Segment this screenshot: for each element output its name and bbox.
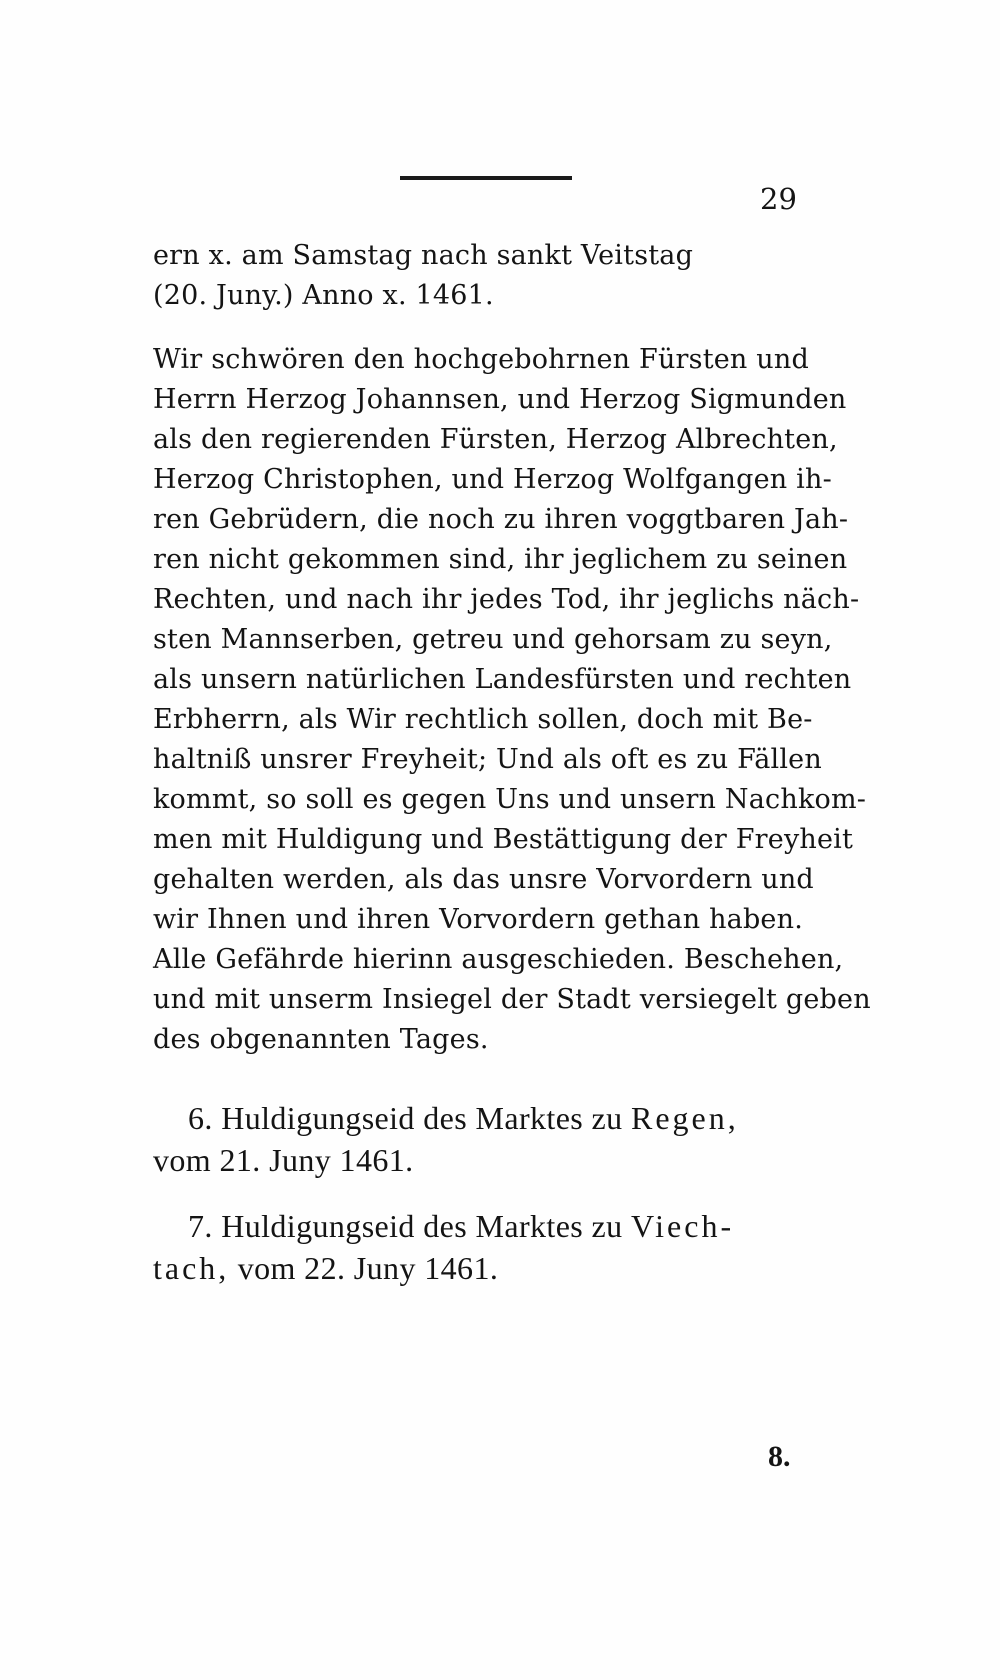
catchword: 8. [768,1440,791,1473]
heading-text: 7. Huldigungseid des Marktes zu [188,1208,631,1244]
section-heading-6 [188,1100,739,1137]
text-line: (20. Juny.) Anno x. 1461. [153,280,494,311]
text-line: ern x. am Samstag nach sankt Veitstag [153,240,694,271]
text-line: als den regierenden Fürsten, Herzog Albrechten, [153,424,838,455]
text-line: sten Mannserben, getreu und gehorsam zu seyn, [153,624,833,655]
text-line: wir Ihnen und ihren Vorvordern gethan haben. [153,904,803,935]
text-line: des obgenannten Tages. [153,1024,489,1055]
text-line: men mit Huldigung und Bestättigung der Freyheit [153,824,854,855]
heading-text: 6. Huldigungseid des Marktes zu [188,1100,631,1136]
text-line: Herzog Christophen, und Herzog Wolfgangen ih- [153,464,832,495]
heading-text: vom 22. Juny 1461. [229,1250,499,1286]
heading-spaced-word: Regen, [630,1100,739,1136]
section-heading-6-cont: vom 21. Juny 1461. [153,1142,414,1178]
heading-spaced-word: Viech- [630,1208,735,1244]
text-line: Wir schwören den hochgebohrnen Fürsten und [153,344,809,375]
text-line: Alle Gefährde hierinn ausgeschieden. Beschehen, [153,944,844,975]
text-line: ren Gebrüdern, die noch zu ihren voggtbaren Jah- [153,504,849,535]
text-line: gehalten werden, als das unsre Vorvordern und [153,864,814,895]
header-rule [400,176,572,180]
text-line: als unsern natürlichen Landesfürsten und rechten [153,664,852,695]
page-number: 29 [760,182,797,216]
text-line: Erbherrn, als Wir rechtlich sollen, doch mit Be- [153,704,813,735]
text-line: kommt, so soll es gegen Uns und unsern Nachkom- [153,784,867,815]
text-line: ren nicht gekommen sind, ihr jeglichem zu seinen [153,544,848,575]
text-line: Rechten, und nach ihr jedes Tod, ihr jeglichs näch- [153,584,860,615]
text-line: und mit unserm Insiegel der Stadt versiegelt geben [153,984,871,1015]
heading-spaced-word: tach, [153,1250,230,1286]
text-line: Herrn Herzog Johannsen, und Herzog Sigmunden [153,384,847,415]
text-line: haltniß unsrer Freyheit; Und als oft es zu Fällen [153,744,822,775]
section-heading-7-cont [153,1250,498,1287]
section-heading-7 [188,1208,734,1245]
